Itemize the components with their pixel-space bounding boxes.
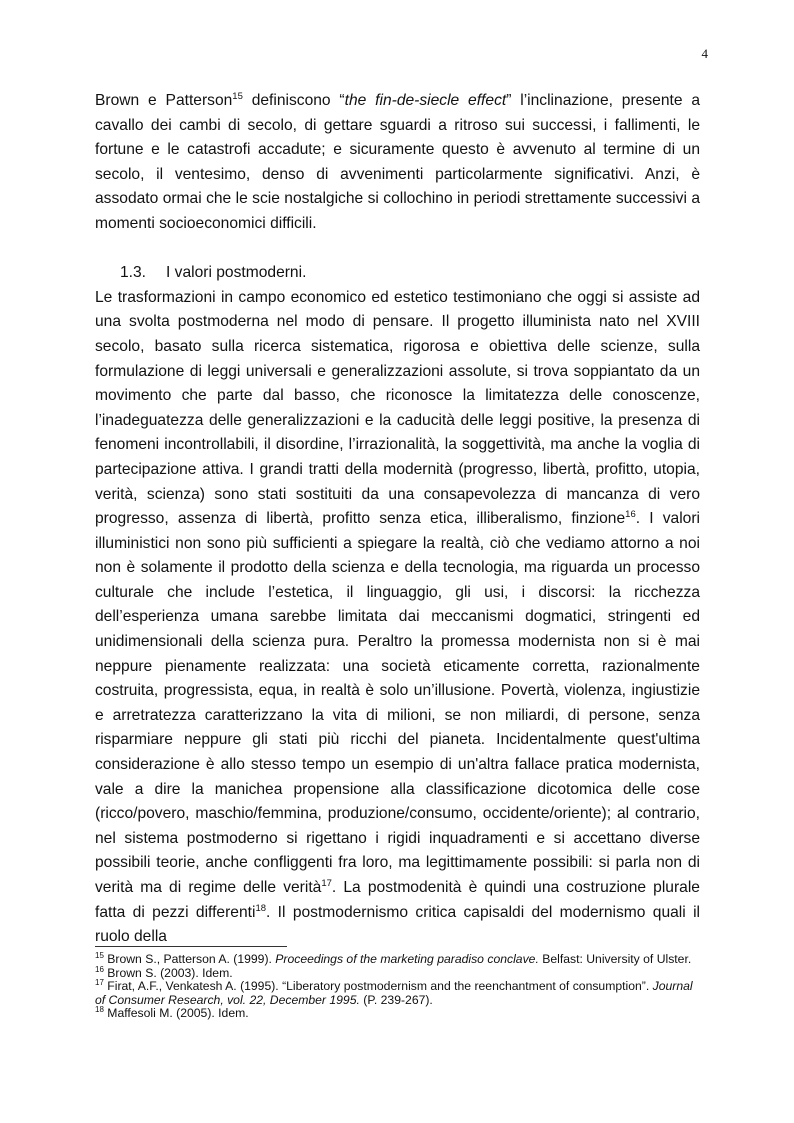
- text-span: definiscono “: [242, 92, 345, 109]
- footnote-number: 15: [95, 950, 104, 960]
- footnote-ref-17: 17: [321, 877, 332, 889]
- footnote-text: Belfast: University of Ulster.: [538, 952, 692, 966]
- footnotes: [95, 946, 700, 1021]
- footnote-ref-15: 15: [232, 90, 243, 102]
- footnote-italic: Proceedings of the marketing paradiso conclave.: [275, 952, 539, 966]
- footnote-text: Firat, A.F., Venkatesh A. (1995). “Liberatory postmodernism and the reenchantment of consumption”.: [103, 979, 653, 994]
- text-span: . La postmodenità è quindi una costruzione plurale fatta di pezzi differenti: [95, 879, 700, 921]
- italic-phrase: the fin-de-siecle effect: [344, 92, 507, 109]
- text-span: Brown e Patterson: [95, 92, 233, 109]
- footnote-15: [95, 950, 700, 967]
- footnote-number: 18: [95, 1005, 104, 1015]
- section-number: 1.3.: [120, 264, 147, 282]
- main-text: [95, 89, 700, 950]
- page-number: 4: [701, 46, 708, 61]
- footnote-text: Brown S. (2003). Idem.: [103, 965, 233, 980]
- footnote-separator: [95, 946, 287, 947]
- text-span: . I valori illuministici non sono più sufficienti a spiegare la realtà, ciò che vediamo attorno a noi non è solamente il prodotto della scienza e della tecnologia, ma riguarda un processo culturale che include l’estetica, il linguaggio, gli usi, i discorsi: la ricchezza dell’esperienza umana sarebbe limitata dai meccanismi dogmatici, stringenti ed unidimensionali della scienza pura. Peraltro la promessa modernista non si è mai neppure pienamente realizzata: una società eticamente corretta, razionalmente costruita, progressista, equa, in realtà è solo un’illusione. Povertà, violenza, ingiustizie e arretratezza caratterizzano la vita di milioni, se non miliardi, di persone, senza risparmiare neppure gli stati più ricchi del pianeta. Incidentalmente quest'ultima considerazione è allo stesso tempo un esempio di un'altra fallace pratica modernista, vale a dire la manichea propensione alla classificazione dicotomica delle cose (ricco/povero, maschio/femmina, produzione/consumo, occidente/oriente); al contrario, nel sistema postmoderno si rigettano i rigidi inquadramenti e si accettano diverse possibili teorie, anche confliggenti fra loro, ma legittimamente possibili: si parla non di verità ma di regime delle verità: [95, 510, 701, 896]
- paragraph-gap: [95, 237, 700, 262]
- footnote-ref-16: 16: [625, 508, 636, 520]
- text-span: ” l’inclinazione, presente a cavallo dei cambi di secolo, di gettare sguardi a ritroso sui successi, i fallimenti, le fortune e le catastrofi accadute; e sicuramente questo è avvenuto al termine di un secolo, il ventesimo, denso di avvenimenti particolarmente significativi. Anzi, è assodato ormai che le scie nostalgiche si collochino in periodi strettamente successivi a momenti socioeconomici difficili.: [95, 92, 701, 232]
- paragraph-1: [95, 89, 700, 237]
- paragraph-2: [95, 286, 700, 950]
- footnote-text: Brown S., Patterson A. (1999).: [103, 952, 276, 966]
- text-span: Le trasformazioni in campo economico ed estetico testimoniano che oggi si assiste ad una svolta postmoderna nel modo di pensare. Il progetto illuminista nato nel XVIII secolo, basato sulla ricerca sistematica, rigorosa e obiettiva delle scienze, sulla formulazione di leggi universali e generalizzazioni assolute, si trova soppiantato da un movimento che parte dal basso, che riconosce la limitatezza delle conoscenze, l’inadeguatezza delle generalizzazioni e la caducità delle leggi positive, la presenza di fenomeni incontrollabili, il disordine, l’irrazionalità, la soggettività, ma anche la voglia di partecipazione attiva. I grandi tratti della modernità (progresso, libertà, profitto, utopia, verità, scienza) sono stati sostituiti da una consapevolezza di mancanza di vero progresso, assenza di libertà, profitto senza etica, illiberalismo, finzione: [95, 288, 700, 528]
- footnote-italic: Journal of Consumer Research, vol. 22, December 1995.: [95, 979, 693, 1007]
- footnote-ref-18: 18: [255, 902, 267, 914]
- text-span: . Il postmodernismo critica capisaldi del modernismo quali il ruolo della: [95, 903, 700, 946]
- section-heading: [95, 261, 700, 286]
- footnote-text: Maffesoli M. (2005). Idem.: [103, 1006, 249, 1021]
- footnote-18: [95, 1007, 700, 1021]
- footnote-17: [95, 980, 700, 1007]
- footnote-text: (P. 239-267).: [359, 992, 433, 1007]
- footnote-number: 16: [95, 964, 104, 974]
- footnote-number: 17: [95, 978, 104, 988]
- section-title: I valori postmoderni.: [166, 264, 307, 282]
